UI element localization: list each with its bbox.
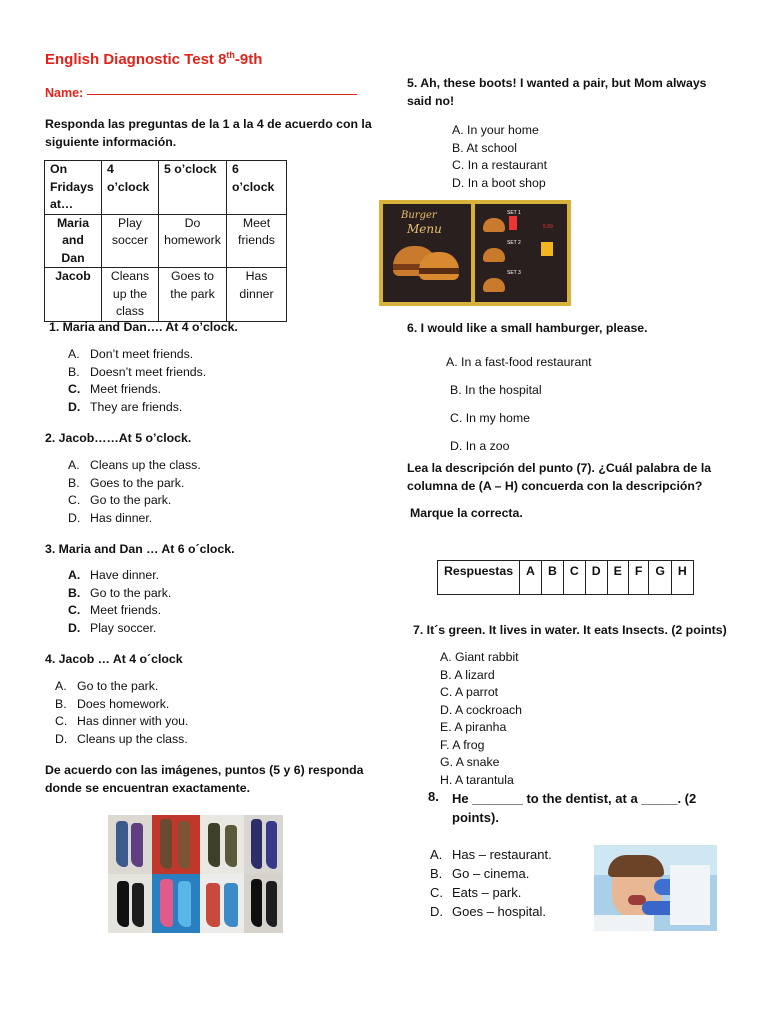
mark-instruction: Marque la correcta.	[410, 506, 523, 520]
menu-price: 5.99	[543, 224, 553, 230]
question-2-options	[68, 457, 201, 527]
option[interactable]: A. Go to the park.	[55, 679, 159, 693]
question-8: He _______ to the dentist, at a _____. (2 points).	[452, 791, 697, 825]
question-5-options	[452, 122, 547, 192]
menu-set-3: SET 3	[507, 270, 521, 276]
question-3-options	[68, 567, 171, 637]
question-1-options	[68, 346, 206, 416]
option[interactable]: F. A frog	[440, 737, 485, 752]
images-instruction: De acuerdo con las imágenes, puntos (5 y 6) responda donde se encuentran exactamente.	[45, 763, 364, 795]
table-cell: Maria and Dan	[45, 214, 102, 268]
option[interactable]: C. Go to the park.	[68, 493, 172, 507]
option[interactable]: D. In a boot shop	[452, 175, 546, 190]
table-header: 4 o’clock	[102, 161, 159, 215]
answer-cell[interactable]: H	[671, 561, 693, 595]
option[interactable]: B. At school	[452, 140, 517, 155]
intro-instruction: Responda las preguntas de la 1 a la 4 de acuerdo con la siguiente información.	[45, 117, 372, 149]
question-3: 3. Maria and Dan … At 6 o´clock.	[45, 542, 235, 556]
option[interactable]: B. Doesn’t meet friends.	[68, 364, 207, 379]
answer-cell[interactable]: G	[649, 561, 672, 595]
option[interactable]: A. Have dinner.	[68, 568, 160, 582]
table-cell: Goes to the park	[159, 268, 227, 322]
burger-menu-image	[379, 200, 571, 306]
dentist-image	[594, 845, 717, 931]
answer-cell[interactable]: A	[520, 561, 542, 595]
question-2: 2. Jacob……At 5 o’clock.	[45, 431, 192, 445]
answer-cell[interactable]: F	[628, 561, 649, 595]
question-4-options	[55, 678, 188, 748]
menu-script-1: Burger	[401, 210, 437, 221]
option[interactable]: H. A tarantula	[440, 772, 514, 787]
option[interactable]: A. In your home	[452, 123, 539, 137]
option[interactable]: C. Meet friends.	[68, 603, 162, 617]
option[interactable]: B. Does homework.	[55, 696, 170, 711]
option[interactable]: C. In a restaurant	[452, 158, 548, 172]
table-cell: Meet friends	[227, 214, 287, 268]
table-header: On Fridays at…	[45, 161, 102, 215]
option[interactable]: D. Play soccer.	[68, 620, 157, 635]
option[interactable]: B. Go – cinema.	[430, 866, 530, 881]
question-6: 6. I would like a small hamburger, please.	[407, 321, 648, 335]
option[interactable]: A. Don’t meet friends.	[68, 347, 194, 361]
question-8-options	[430, 845, 552, 921]
option[interactable]: G. A snake	[440, 755, 500, 769]
option[interactable]: D. Cleans up the class.	[55, 731, 188, 746]
option[interactable]: C. In my home	[450, 411, 530, 425]
name-line[interactable]	[87, 94, 357, 95]
table-cell: Do homework	[159, 214, 227, 268]
table-cell: Has dinner	[227, 268, 287, 322]
name-field[interactable]	[45, 86, 357, 100]
question-1: 1. Maria and Dan…. At 4 o’clock.	[49, 320, 238, 334]
table-cell: Jacob	[45, 268, 102, 322]
schedule-table	[44, 160, 287, 322]
answers-table	[437, 560, 694, 595]
answer-cell[interactable]: D	[585, 561, 607, 595]
option[interactable]: D. Has dinner.	[68, 510, 153, 525]
q7-instruction: Lea la descripción del punto (7). ¿Cuál palabra de la columna de (A – H) concuerda con la descripción?	[407, 461, 712, 493]
option[interactable]: C. Eats – park.	[430, 885, 522, 900]
question-4: 4. Jacob … At 4 o´clock	[45, 652, 183, 666]
question-8-number: 8.	[428, 789, 439, 804]
question-7-options	[440, 649, 522, 789]
option[interactable]: B. Go to the park.	[68, 585, 172, 600]
option[interactable]: B. In the hospital	[450, 383, 542, 397]
option[interactable]: D. A cockroach	[440, 702, 523, 717]
option[interactable]: D. They are friends.	[68, 399, 183, 414]
option[interactable]: A. In a fast-food restaurant	[446, 355, 592, 369]
answer-cell[interactable]: B	[541, 561, 563, 595]
table-cell: Cleans up the class	[102, 268, 159, 322]
test-title: English Diagnostic Test 8th-9th	[45, 50, 263, 68]
answer-cell[interactable]: C	[563, 561, 585, 595]
option[interactable]: D. In a zoo	[450, 439, 510, 453]
option[interactable]: A. Has – restaurant.	[430, 847, 552, 862]
option[interactable]: C. A parrot	[440, 685, 499, 699]
option[interactable]: A. Giant rabbit	[440, 650, 519, 664]
table-cell: Play soccer	[102, 214, 159, 268]
answer-cell[interactable]: E	[607, 561, 628, 595]
boots-image	[108, 815, 283, 933]
menu-set-1: SET 1	[507, 210, 521, 216]
option[interactable]: C. Has dinner with you.	[55, 714, 189, 728]
table-header: 5 o’clock	[159, 161, 227, 215]
menu-set-2: SET 2	[507, 240, 521, 246]
option[interactable]: B. A lizard	[440, 667, 495, 682]
menu-script-2: Menu	[407, 222, 442, 236]
question-5: 5. Ah, these boots! I wanted a pair, but Mom always said no!	[407, 76, 707, 108]
option[interactable]: C. Meet friends.	[68, 382, 162, 396]
option[interactable]: B. Goes to the park.	[68, 475, 185, 490]
question-6-options	[446, 348, 592, 460]
answers-label: Respuestas	[438, 561, 520, 595]
table-header: 6 o’clock	[227, 161, 287, 215]
name-label: Name:	[45, 86, 84, 100]
option[interactable]: E. A piranha	[440, 720, 507, 734]
question-7: 7. It´s green. It lives in water. It eats Insects. (2 points)	[413, 623, 727, 637]
option[interactable]: D. Goes – hospital.	[430, 904, 546, 919]
option[interactable]: A. Cleans up the class.	[68, 458, 201, 472]
